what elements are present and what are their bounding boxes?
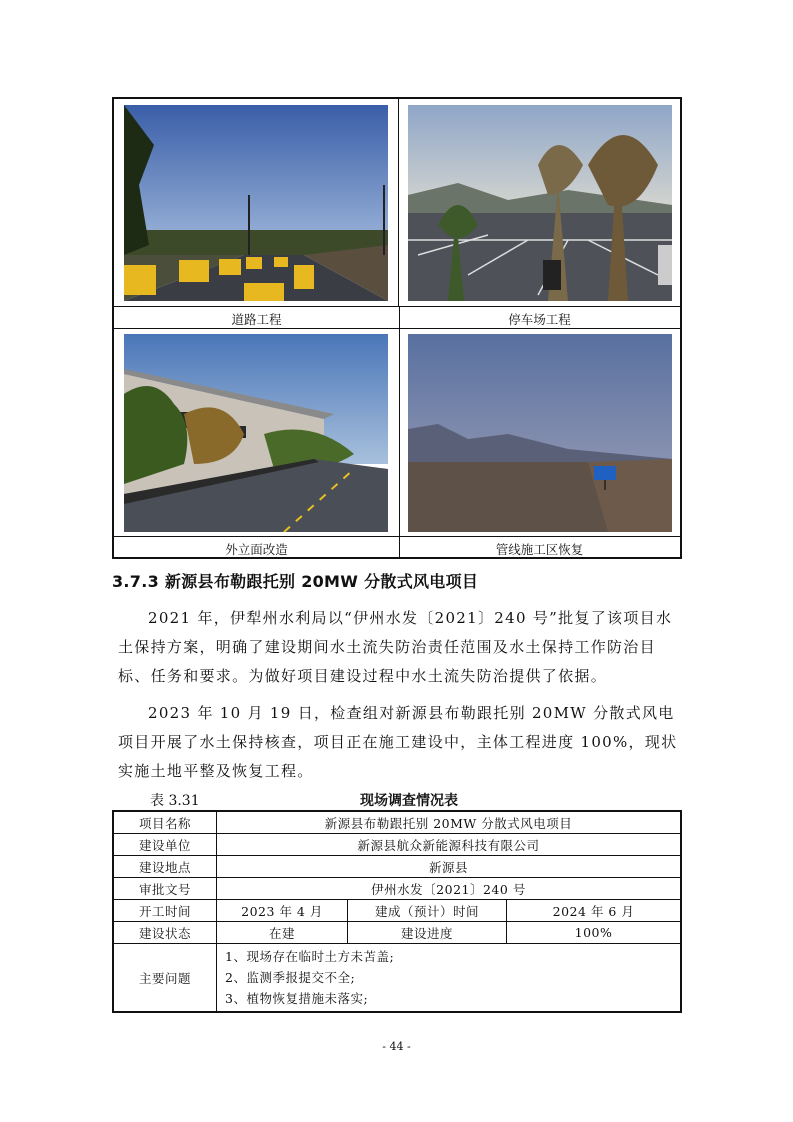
- photo-cell-road: [114, 99, 399, 307]
- caption-row-2: [114, 537, 680, 559]
- photo-cell-parking: [399, 99, 680, 307]
- issue-item: 3、植物恢复措施未落实;: [225, 991, 369, 1006]
- progress-label: 建设进度: [348, 922, 507, 944]
- location-value: 新源县: [217, 856, 682, 878]
- caption-parking: 停车场工程: [508, 312, 571, 327]
- issue-item: 2、监测季报提交不全;: [225, 970, 356, 985]
- road-photo: [124, 105, 388, 301]
- project-name-label: 项目名称: [113, 811, 217, 834]
- paragraph-2: 2023 年 10 月 19 日，检查组对新源县布勒跟托别 20MW 分散式风电项目开展了水土保持核查，项目正在施工建设中，主体工程进度 100%，现状实施土地平整及恢复工程。: [118, 704, 678, 780]
- status-label: 建设状态: [113, 922, 217, 944]
- table-title: 现场调查情况表: [360, 793, 458, 809]
- finish-label: 建成（预计）时间: [348, 900, 507, 922]
- table-row: [113, 834, 681, 856]
- table-row: [113, 922, 681, 944]
- project-name-value: 新源县布勒跟托别 20MW 分散式风电项目: [217, 811, 682, 834]
- parking-photo: [408, 105, 672, 301]
- location-label: 建设地点: [113, 856, 217, 878]
- section-heading: 3.7.3 新源县布勒跟托别 20MW 分散式风电项目: [112, 572, 479, 591]
- approval-value: 伊州水发〔2021〕240 号: [217, 878, 682, 900]
- issues-list: [217, 944, 682, 1013]
- caption-road: 道路工程: [231, 312, 282, 327]
- photo-row-2: [114, 329, 680, 537]
- paragraph-1: 2021 年，伊犁州水利局以“伊州水发〔2021〕240 号”批复了该项目水土保持方案，明确了建设期间水土流失防治责任范围及水土保持工作防治目标、任务和要求。为做好项目建设过程中水土流失防治提供了依据。: [118, 609, 673, 685]
- table-row: [113, 944, 681, 1013]
- caption-row-1: [114, 307, 680, 329]
- pipeline-photo: [408, 334, 672, 532]
- table-row: [113, 811, 681, 834]
- start-label: 开工时间: [113, 900, 217, 922]
- builder-value: 新源县航众新能源科技有限公司: [217, 834, 682, 856]
- start-value: 2023 年 4 月: [217, 900, 348, 922]
- survey-table: [112, 810, 682, 1013]
- photo-grid: [112, 97, 682, 559]
- caption-facade: 外立面改造: [225, 542, 288, 557]
- table-row: [113, 856, 681, 878]
- page-number: - 44 -: [382, 1040, 411, 1053]
- progress-value: 100%: [507, 922, 682, 944]
- approval-label: 审批文号: [113, 878, 217, 900]
- table-row: [113, 878, 681, 900]
- table-number: 表 3.31: [150, 793, 200, 809]
- issues-label: 主要问题: [113, 944, 217, 1013]
- sign-board: [594, 466, 616, 480]
- caption-pipeline: 管线施工区恢复: [495, 542, 584, 557]
- finish-value: 2024 年 6 月: [507, 900, 682, 922]
- status-value: 在建: [217, 922, 348, 944]
- issue-item: 1、现场存在临时土方未苫盖;: [225, 949, 395, 964]
- builder-label: 建设单位: [113, 834, 217, 856]
- table-row: [113, 900, 681, 922]
- facade-photo: [124, 334, 388, 532]
